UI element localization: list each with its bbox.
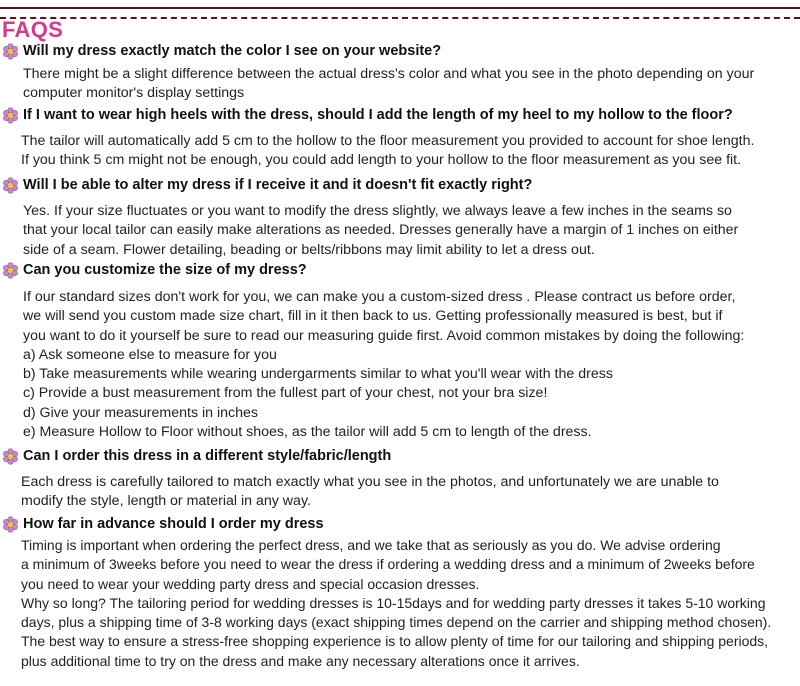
answer-line: side of a seam. Flower detailing, beading or belts/ribbons may limit ability to let a dress out.: [23, 241, 595, 258]
page-title: FAQS: [2, 17, 64, 42]
answer-line: If you think 5 cm might not be enough, you could add length to your hollow to the floor measurement as you see fit.: [21, 152, 742, 169]
answer-line: If our standard sizes don't work for you, we can make you a custom-sized dress . Please contract us before order,: [23, 289, 736, 305]
top-rule: [0, 7, 800, 9]
question-text: If I want to wear high heels with the dress, should I add the length of my heel to my hollow to the floor?: [23, 107, 733, 123]
answer-line: Yes. If your size fluctuates or you want to modify the dress slightly, we always leave a few inches in the seams so: [23, 203, 732, 219]
flower-icon: [2, 107, 19, 124]
faq-answer-3: [23, 202, 738, 260]
list-item: a) Ask someone else to measure for you: [23, 346, 277, 363]
answer-line: The best way to ensure a stress-free shopping experience is to allow plenty of time for our tailoring and shipping periods,: [21, 633, 769, 650]
flower-icon: [2, 177, 19, 194]
faq-answer-1: [23, 65, 754, 104]
list-item: b) Take measurements while wearing undergarments similar to what you'll wear with the dress: [23, 366, 613, 383]
question-text: Will I be able to alter my dress if I receive it and it doesn't fit exactly right?: [23, 177, 533, 193]
list-item: c) Provide a bust measurement from the fullest part of your chest, not your bra size!: [23, 385, 548, 402]
answer-line: you need to wear your wedding party dress and special occasion dresses.: [21, 575, 480, 592]
faq-answer-6: [21, 536, 771, 671]
answer-line: we will send you custom made size chart, fill in it then back to us. Getting professionally measured is best, but if: [23, 308, 723, 325]
faq-question-5: [2, 446, 391, 466]
answer-line: a minimum of 3weeks before you need to wear the dress if ordering a wedding dress and a minimum of 2weeks before: [21, 556, 755, 573]
list-item: e) Measure Hollow to Floor without shoes, as the tailor will add 5 cm to length of the dress.: [23, 424, 592, 441]
answer-line: Each dress is carefully tailored to match exactly what you see in the photos, and unfortunately we are unable to: [21, 474, 719, 490]
faq-question-1: [2, 41, 441, 61]
answer-line: you want to do it yourself be sure to read our measuring guide first. Avoid common mistakes by doing the following:: [23, 327, 745, 344]
answer-line: The tailor will automatically add 5 cm to the hollow to the floor measurement you provided to account for shoe length.: [21, 133, 755, 149]
question-text: Will my dress exactly match the color I see on your website?: [23, 43, 442, 59]
answer-line: days, plus a shipping time of 3-8 working days (exact shipping times depend on the carrier and shipping method chosen).: [21, 614, 772, 631]
faq-question-4: [2, 260, 307, 280]
flower-icon: [2, 43, 19, 60]
faq-question-6: [2, 514, 324, 534]
faq-question-3: [2, 175, 532, 195]
answer-line: There might be a slight difference between the actual dress's color and what you see in the photo depending on your: [23, 66, 755, 82]
answer-line: plus additional time to try on the dress and make any necessary alterations once it arrives.: [21, 652, 580, 669]
answer-line: that your local tailor can easily make alterations as needed. Dresses generally have a margin of 1 inches on either: [23, 222, 739, 239]
answer-line: Timing is important when ordering the perfect dress, and we take that as seriously as you do. We advise ordering: [21, 537, 721, 553]
list-item: d) Give your measurements in inches: [23, 404, 258, 421]
question-text: Can I order this dress in a different style/fabric/length: [23, 448, 392, 464]
flower-icon: [2, 516, 19, 533]
flower-icon: [2, 448, 19, 465]
faq-answer-4: [23, 288, 744, 442]
question-text: How far in advance should I order my dress: [23, 516, 324, 532]
dashed-divider: [0, 17, 800, 19]
faq-question-2: [2, 105, 733, 125]
answer-line: computer monitor's display settings: [23, 85, 245, 102]
question-text: Can you customize the size of my dress?: [23, 262, 307, 278]
faq-answer-2: [21, 132, 754, 171]
answer-line: Why so long? The tailoring period for wedding dresses is 10-15days and for wedding party dresses it takes 5-10 working: [21, 594, 766, 611]
faq-answer-5: [21, 473, 719, 512]
flower-icon: [2, 262, 19, 279]
answer-line: modify the style, length or material in any way.: [21, 493, 311, 510]
